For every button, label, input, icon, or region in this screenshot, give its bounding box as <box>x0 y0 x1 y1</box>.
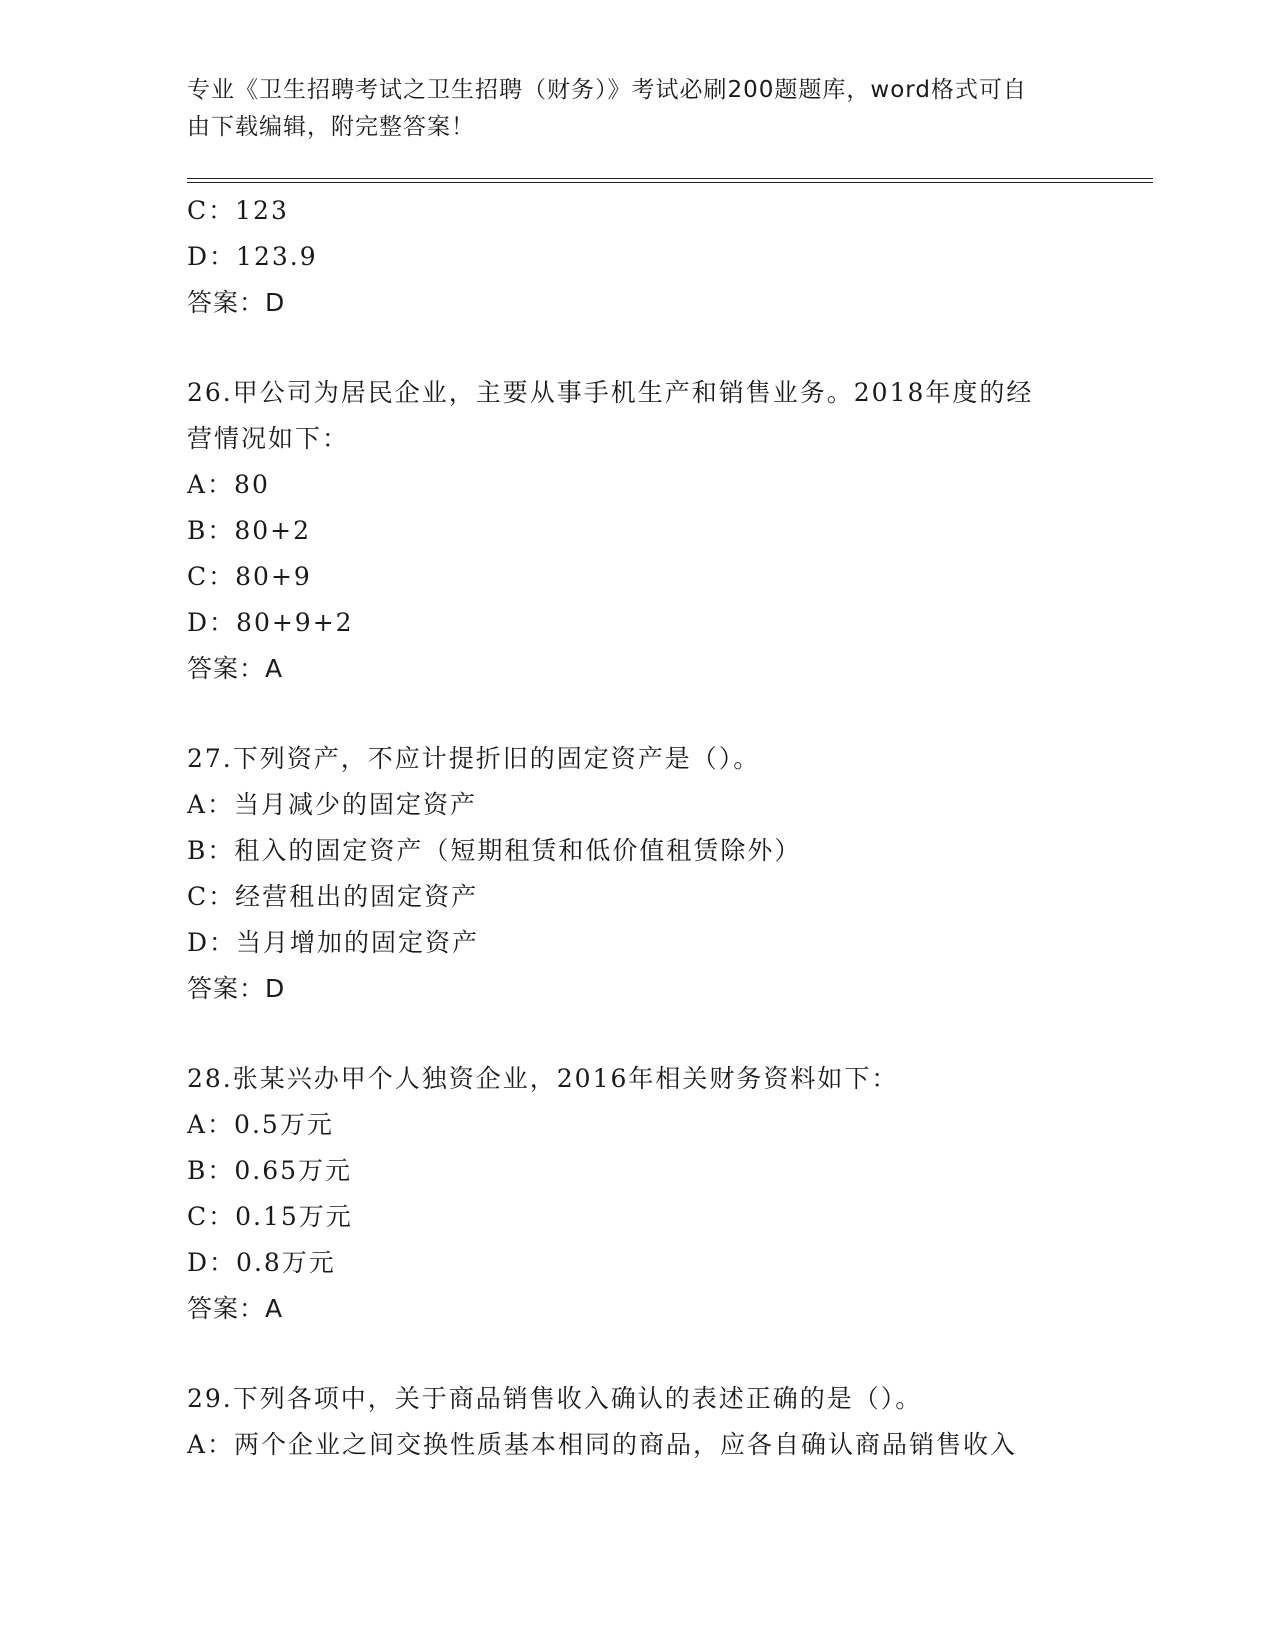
option-d: D：80+9+2 <box>187 608 354 637</box>
page-header <box>187 72 1087 146</box>
question-29 <box>187 1376 1087 1468</box>
question-27 <box>187 736 1087 1012</box>
option-d: D：123.9 <box>187 242 318 271</box>
option-a: A：80 <box>187 470 270 499</box>
question-spacer <box>187 1332 1087 1376</box>
option-d: D：0.8万元 <box>187 1248 336 1277</box>
question-stem: 29.下列各项中，关于商品销售收入确认的表述正确的是（）。 <box>187 1384 923 1413</box>
option-c: C：80+9 <box>187 562 312 591</box>
header-title-line-1: 专业《卫生招聘考试之卫生招聘（财务）》考试必刷200题题库，word格式可自 <box>187 77 1027 103</box>
option-c: C：0.15万元 <box>187 1202 353 1231</box>
option-a: A：0.5万元 <box>187 1110 334 1139</box>
answer-line: 答案：D <box>187 288 286 317</box>
header-title-line-2: 由下载编辑，附完整答案！ <box>187 114 475 140</box>
question-26 <box>187 370 1087 692</box>
question-spacer <box>187 692 1087 736</box>
option-b: B：80+2 <box>187 516 312 545</box>
question-content <box>187 188 1087 1468</box>
question-stem: 27.下列资产，不应计提折旧的固定资产是（）。 <box>187 744 761 773</box>
option-d: D：当月增加的固定资产 <box>187 928 480 957</box>
option-c: C：123 <box>187 196 289 225</box>
question-stem: 26.甲公司为居民企业，主要从事手机生产和销售业务。2018年度的经 <box>187 378 1034 407</box>
answer-line: 答案：A <box>187 1294 284 1323</box>
option-b: B：0.65万元 <box>187 1156 353 1185</box>
question-28 <box>187 1056 1087 1332</box>
option-a: A：当月减少的固定资产 <box>187 790 478 819</box>
question-stem: 28.张某兴办甲个人独资企业，2016年相关财务资料如下： <box>187 1064 899 1093</box>
option-a: A：两个企业之间交换性质基本相同的商品，应各自确认商品销售收入 <box>187 1430 1018 1459</box>
question-spacer <box>187 326 1087 370</box>
header-double-rule <box>187 178 1153 183</box>
answer-line: 答案：D <box>187 974 286 1003</box>
option-c: C：经营租出的固定资产 <box>187 882 479 911</box>
question-stem-continued: 营情况如下： <box>187 424 350 453</box>
answer-line: 答案：A <box>187 654 284 683</box>
question-spacer <box>187 1012 1087 1056</box>
question-25 <box>187 188 1087 326</box>
option-b: B：租入的固定资产（短期租赁和低价值租赁除外） <box>187 836 802 865</box>
